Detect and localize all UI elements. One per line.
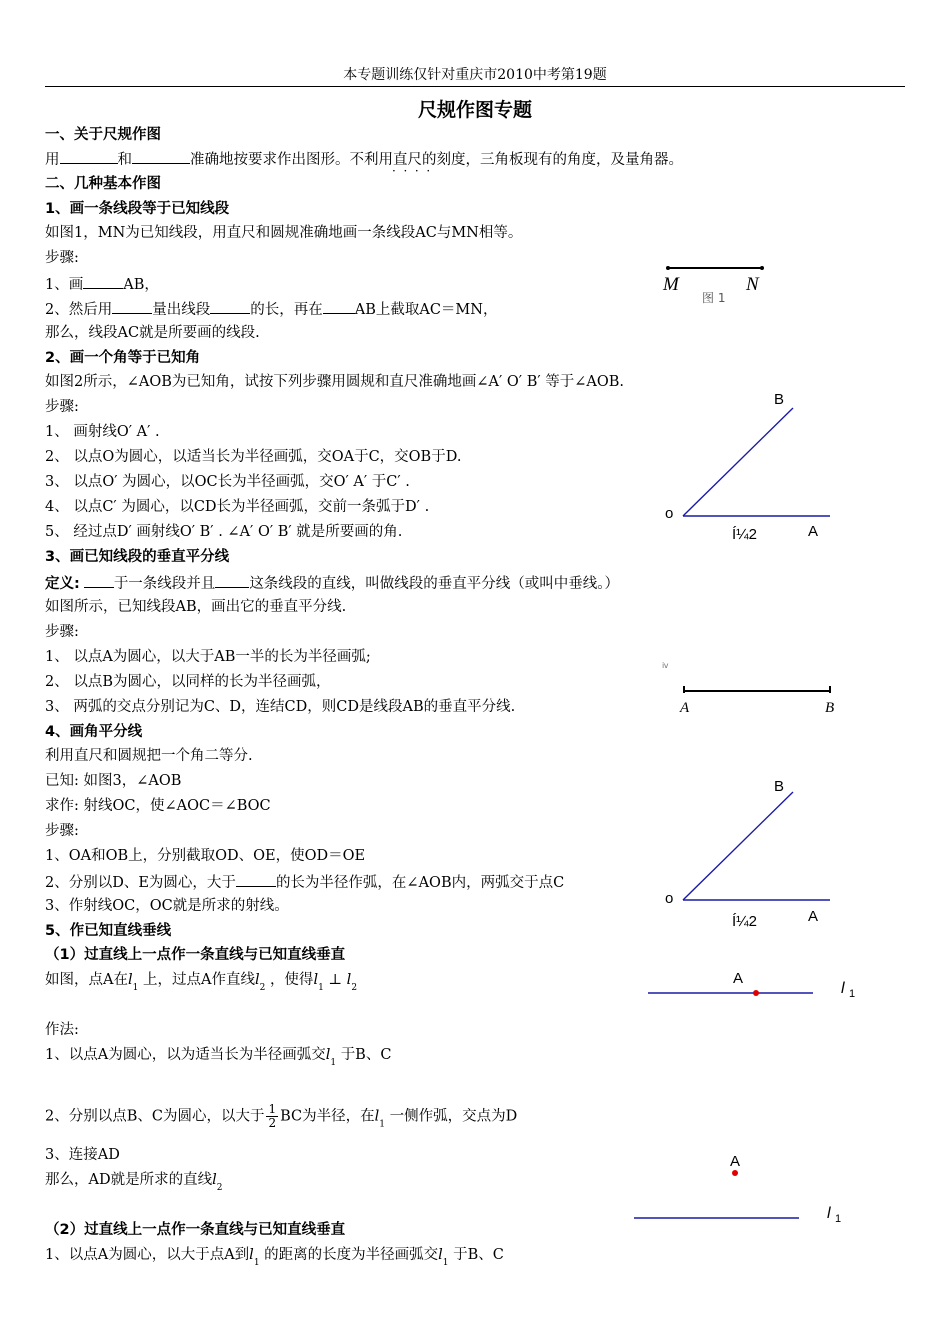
part-5-step-1: 1、以点A为圆心，以为适当长为半径画弧交$l_1$ 于B、C <box>45 1047 392 1068</box>
figure-1-caption: 图 1 <box>702 291 726 305</box>
part-3-steps-label: 步骤: <box>45 624 79 640</box>
part-2-step-2: 2、 以点O为圆心，以适当长为半径画弧，交OA于C，交OB于D. <box>45 449 462 465</box>
part-5-sub-1-heading: （1）过直线上一点作一条直线与已知直线垂直 <box>45 947 346 963</box>
part-5-sub-2-heading: （2）过直线上一点作一条直线与已知直线垂直 <box>45 1222 346 1238</box>
label-a: A <box>808 523 819 540</box>
part-3-step-1: 1、 以点A为圆心，以大于AB一半的长为半径画弧; <box>45 649 371 665</box>
figure-3-mark: Í¼2 <box>732 913 758 930</box>
part-5-step-3: 3、连接AD <box>45 1147 120 1163</box>
page-header: 本专题训练仅针对重庆市2010中考第19题 <box>343 67 607 83</box>
part-1-steps-label: 步骤: <box>45 250 79 266</box>
part-3-definition: 定义: 于一条线段并且 这条线段的直线，叫做线段的垂直平分线（或叫中垂线。） <box>45 572 619 594</box>
part-2-step-5: 5、 经过点D′ 画射线O′ B′ . ∠A′ O′ B′ 就是所要画的角. <box>45 524 403 540</box>
part-4-heading: 4、画角平分线 <box>45 724 143 740</box>
label-b: B <box>825 700 835 716</box>
label-b: B <box>774 391 785 408</box>
part-4-intro: 利用直尺和圆规把一个角二等分. <box>45 748 253 764</box>
figure-3 <box>665 778 830 930</box>
part-3-step-2: 2、 以点B为圆心，以同样的长为半径画弧， <box>45 674 331 690</box>
part-1-heading: 1、画一条线段等于已知线段 <box>45 201 230 217</box>
part-5-sub-1-line-1: 如图，点A在$l_1$ 上，过点A作直线$l_2$ ，使得$l_1$ ⊥ $l_2$ <box>45 972 358 993</box>
part-2-steps-label: 步骤: <box>45 399 79 415</box>
label-n: N <box>746 274 759 295</box>
part-1-step-1: 1、画 AB， <box>45 273 159 295</box>
part-4-step-1: 1、OA和OB上，分别截取OD、OE，使OD＝OE <box>45 848 366 864</box>
part-2-intro: 如图2所示，∠AOB为已知角，试按下列步骤用圆规和直尺准确地画∠A′ O′ B′ 等于∠AOB. <box>45 374 625 390</box>
part-1-conclusion: 那么，线段AC就是所要画的线段. <box>45 325 260 341</box>
section-1-heading: 一、关于尺规作图 <box>45 127 161 143</box>
part-1-step-2: 2、然后用 量出线段 的长，再在 AB上截取AC＝MN， <box>45 298 497 320</box>
section-2-heading: 二、几种基本作图 <box>45 176 161 192</box>
part-5-step-2: 2、分别以点B、C为圆心，以大于 $\frac{1}{2}$ BC为半径，在$l_1$ 一侧作弧，交点为D <box>45 1102 518 1130</box>
part-1-intro: 如图1，MN为已知线段，用直尺和圆规准确地画一条线段AC与MN相等。 <box>45 225 523 241</box>
page-title: 尺规作图专题 <box>417 99 532 121</box>
section-1-text: 用 和 准确地按要求作出图形。不利用直尺的刻度，三角板现有的角度，及量角器。 <box>45 148 683 170</box>
part-4-step-2: 2、分别以D、E为圆心，大于 的长为半径作弧，在∠AOB内，两弧交于点C <box>45 871 564 893</box>
ray-ob <box>683 408 793 516</box>
part-5-method-label: 作法: <box>45 1022 79 1038</box>
point-a <box>753 990 759 996</box>
label-a: A <box>730 1153 741 1170</box>
figure-2 <box>665 391 830 543</box>
part-3-heading: 3、画已知线段的垂直平分线 <box>45 549 230 565</box>
label-l: l <box>841 980 845 997</box>
ray-ob <box>683 792 793 900</box>
part-4-known: 已知: 如图3，∠AOB <box>45 773 182 789</box>
point-m <box>666 266 670 270</box>
label-b: B <box>774 778 785 795</box>
emphasis-dots: · · · · <box>392 164 431 178</box>
part-4-find: 求作: 射线OC，使∠AOC＝∠BOC <box>45 798 271 814</box>
label-a: A <box>733 970 744 987</box>
figure-segment-ab <box>662 661 834 716</box>
part-5-conclusion: 那么，AD就是所求的直线$l_2$ <box>45 1172 223 1193</box>
part-5-sub-2-step-1: 1、以点A为圆心，以大于点A到$l_1$ 的距离的长度为半径画弧交$l_1$ 于B、C <box>45 1247 504 1268</box>
part-2-heading: 2、画一个角等于已知角 <box>45 350 201 366</box>
part-4-steps-label: 步骤: <box>45 823 79 839</box>
point-n <box>760 266 764 270</box>
label-o: o <box>665 505 674 522</box>
part-3-intro: 如图所示，已知线段AB，画出它的垂直平分线. <box>45 599 347 615</box>
part-2-step-4: 4、 以点C′ 为圆心，以CD长为半径画弧，交前一条弧于D′ . <box>45 499 430 515</box>
stray-mark: ⅳ <box>662 661 669 670</box>
part-3-step-3: 3、 两弧的交点分别记为C、D，连结CD，则CD是线段AB的垂直平分线. <box>45 699 516 715</box>
figure-1 <box>662 266 764 305</box>
part-4-step-3: 3、作射线OC，OC就是所求的射线。 <box>45 898 289 914</box>
figure-line-l1-point-off <box>634 1153 841 1225</box>
label-m: M <box>663 274 679 295</box>
label-l-sub: 1 <box>835 1213 842 1225</box>
figure-line-l1-point-on <box>648 970 855 1000</box>
label-o: o <box>665 890 674 907</box>
point-a <box>732 1170 738 1176</box>
part-2-step-3: 3、 以点O′ 为圆心，以OC长为半径画弧，交O′ A′ 于C′ . <box>45 474 410 490</box>
label-l-sub: 1 <box>849 988 856 1000</box>
label-a: A <box>680 700 690 716</box>
label-a: A <box>808 908 819 925</box>
fraction-one-half: $\frac{1}{2}$ <box>268 1102 277 1130</box>
part-2-step-1: 1、 画射线O′ A′ . <box>45 424 160 440</box>
part-5-heading: 5、作已知直线垂线 <box>45 923 172 939</box>
figure-2-mark: Í¼2 <box>732 526 758 543</box>
label-l: l <box>827 1205 831 1222</box>
